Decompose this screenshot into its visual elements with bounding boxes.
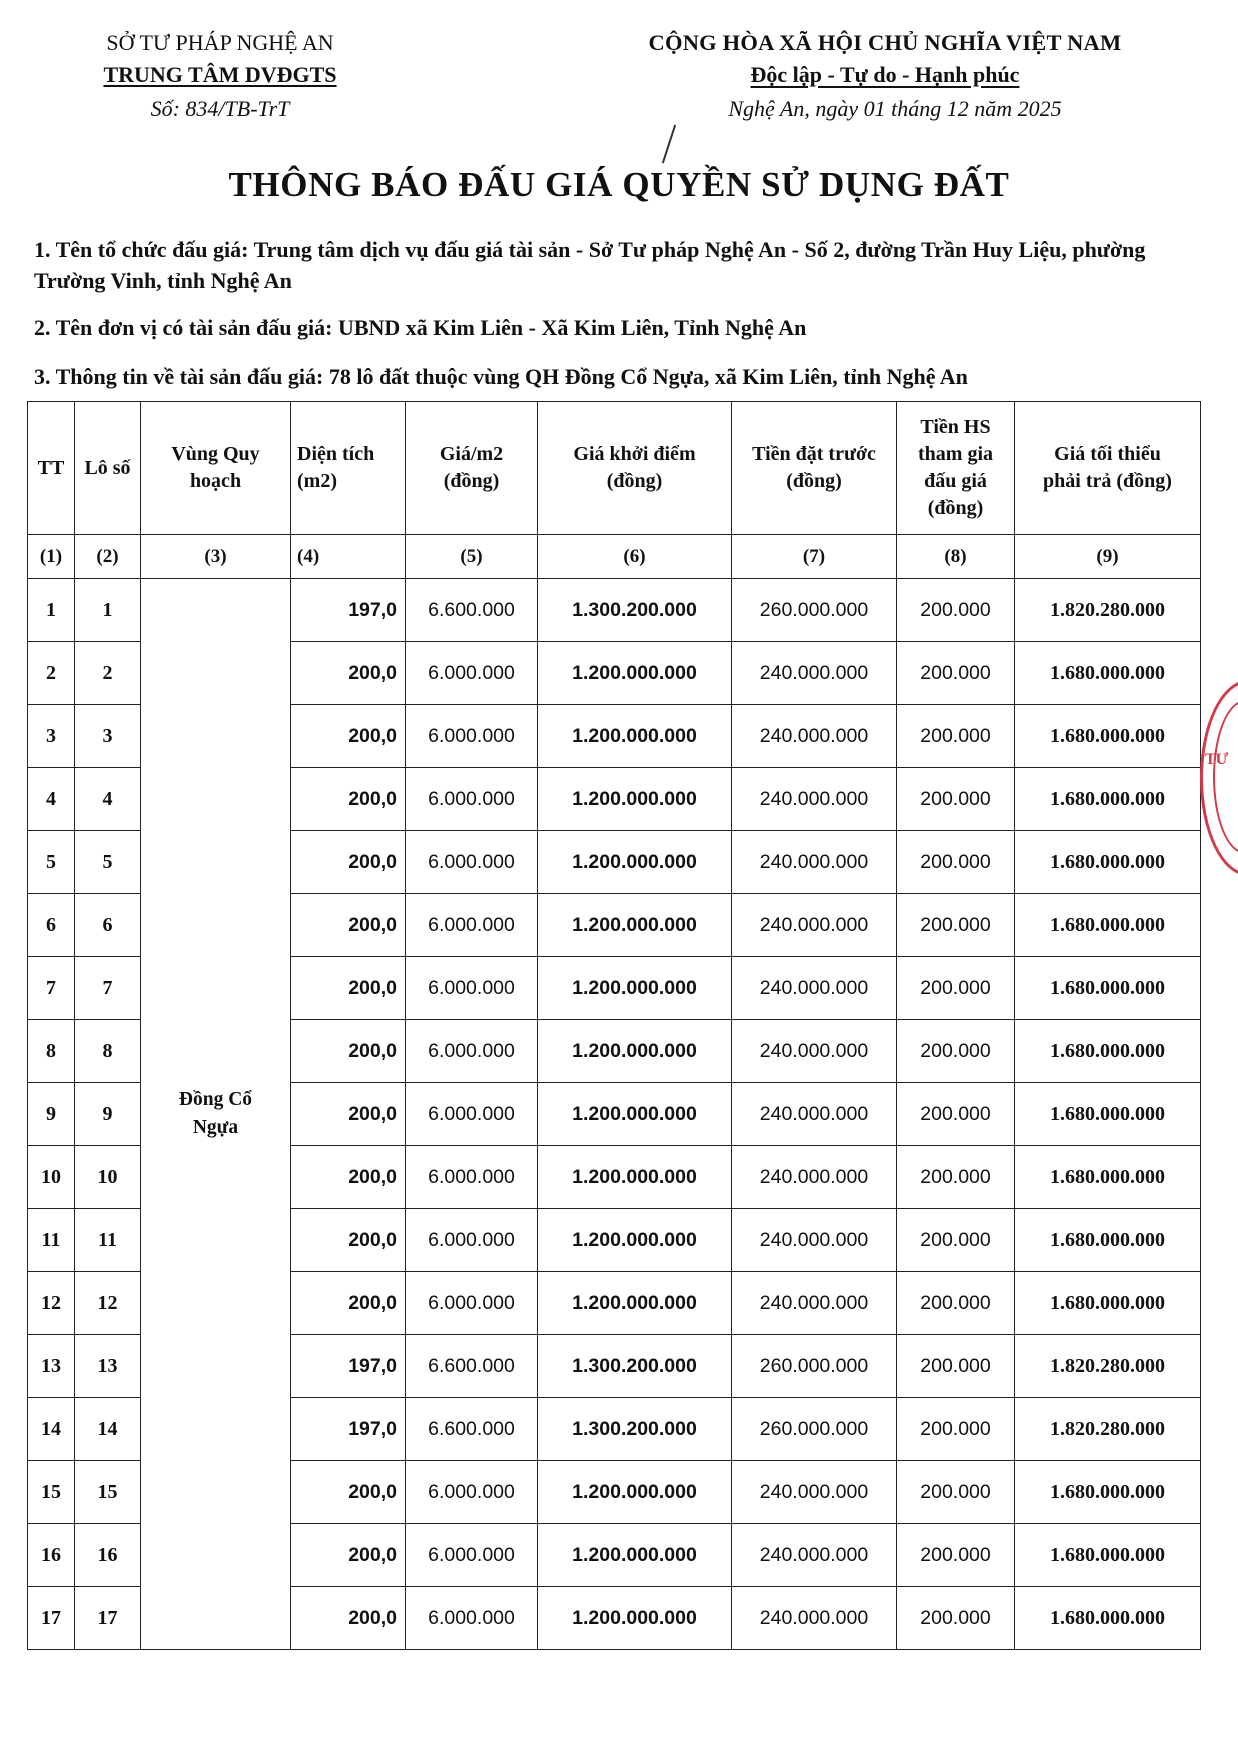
cell-area: 200,0	[291, 1461, 406, 1524]
col-number: (1)	[28, 535, 75, 579]
cell-price-m2: 6.000.000	[406, 1272, 538, 1335]
cell-price-m2: 6.000.000	[406, 768, 538, 831]
table-number-row	[28, 535, 1201, 579]
cell-deposit: 240.000.000	[732, 1020, 897, 1083]
national-title: CỘNG HÒA XÃ HỘI CHỦ NGHĨA VIỆT NAM	[648, 30, 1122, 55]
col-number: (6)	[538, 535, 732, 579]
cell-fee: 200.000	[897, 1083, 1015, 1146]
cell-price-m2: 6.000.000	[406, 1461, 538, 1524]
cell-fee: 200.000	[897, 894, 1015, 957]
cell-area: 197,0	[291, 1335, 406, 1398]
cell-price-m2: 6.000.000	[406, 894, 538, 957]
cell-fee: 200.000	[897, 1209, 1015, 1272]
cell-deposit: 240.000.000	[732, 768, 897, 831]
cell-lot: 11	[75, 1209, 141, 1272]
col-number: (3)	[141, 535, 291, 579]
cell-min-price: 1.680.000.000	[1015, 768, 1201, 831]
cell-price-m2: 6.000.000	[406, 831, 538, 894]
cell-fee: 200.000	[897, 1524, 1015, 1587]
cell-lot: 4	[75, 768, 141, 831]
table-header-row	[28, 402, 1201, 535]
cell-fee: 200.000	[897, 957, 1015, 1020]
header-right	[605, 28, 1165, 124]
col-number: (8)	[897, 535, 1015, 579]
cell-deposit: 260.000.000	[732, 579, 897, 642]
cell-price-m2: 6.000.000	[406, 1146, 538, 1209]
auction-table	[27, 401, 1201, 1650]
cell-lot: 12	[75, 1272, 141, 1335]
col-number: (7)	[732, 535, 897, 579]
cell-fee: 200.000	[897, 1020, 1015, 1083]
cell-fee: 200.000	[897, 1398, 1015, 1461]
section-auction-organization: 1. Tên tổ chức đấu giá: Trung tâm dịch vụ đấu giá tài sản - Sở Tư pháp Nghệ An - Số 2, đường Trần Huy Liệu, phường Trường Vinh, tỉnh Nghệ An	[34, 237, 1146, 293]
cell-starting-price: 1.200.000.000	[538, 957, 732, 1020]
cell-min-price: 1.680.000.000	[1015, 642, 1201, 705]
cell-price-m2: 6.000.000	[406, 1209, 538, 1272]
cell-price-m2: 6.000.000	[406, 1587, 538, 1650]
national-motto: Độc lập - Tự do - Hạnh phúc	[750, 62, 1020, 87]
cell-deposit: 240.000.000	[732, 1524, 897, 1587]
cell-min-price: 1.820.280.000	[1015, 1398, 1201, 1461]
cell-tt: 11	[28, 1209, 75, 1272]
cell-lot: 2	[75, 642, 141, 705]
cell-lot: 3	[75, 705, 141, 768]
cell-starting-price: 1.200.000.000	[538, 1020, 732, 1083]
cell-deposit: 240.000.000	[732, 1146, 897, 1209]
table-row	[28, 579, 1201, 642]
cell-min-price: 1.680.000.000	[1015, 1020, 1201, 1083]
org-name: SỞ TƯ PHÁP NGHỆ AN	[106, 30, 334, 55]
cell-starting-price: 1.200.000.000	[538, 1461, 732, 1524]
cell-area: 200,0	[291, 894, 406, 957]
cell-area: 200,0	[291, 705, 406, 768]
cell-lot: 17	[75, 1587, 141, 1650]
cell-deposit: 240.000.000	[732, 1587, 897, 1650]
cell-min-price: 1.680.000.000	[1015, 705, 1201, 768]
cell-tt: 5	[28, 831, 75, 894]
cell-area: 200,0	[291, 1083, 406, 1146]
cell-fee: 200.000	[897, 1272, 1015, 1335]
cell-lot: 9	[75, 1083, 141, 1146]
pen-mark	[662, 125, 676, 164]
col-number: (5)	[406, 535, 538, 579]
cell-min-price: 1.820.280.000	[1015, 1335, 1201, 1398]
cell-starting-price: 1.200.000.000	[538, 1587, 732, 1650]
cell-tt: 14	[28, 1398, 75, 1461]
cell-price-m2: 6.000.000	[406, 642, 538, 705]
cell-lot: 13	[75, 1335, 141, 1398]
cell-tt: 16	[28, 1524, 75, 1587]
col-header-min-price: Giá tối thiểu phải trả (đồng)	[1015, 402, 1201, 535]
cell-tt: 17	[28, 1587, 75, 1650]
col-header-fee: Tiền HS tham gia đấu giá (đồng)	[897, 402, 1015, 535]
cell-deposit: 240.000.000	[732, 957, 897, 1020]
cell-area: 197,0	[291, 1398, 406, 1461]
cell-fee: 200.000	[897, 768, 1015, 831]
cell-area: 200,0	[291, 1146, 406, 1209]
header-left	[60, 28, 380, 124]
cell-tt: 9	[28, 1083, 75, 1146]
cell-starting-price: 1.200.000.000	[538, 642, 732, 705]
cell-lot: 7	[75, 957, 141, 1020]
unit-name-text: TRUNG TÂM DVĐGTS	[103, 62, 337, 87]
cell-starting-price: 1.200.000.000	[538, 1209, 732, 1272]
col-header-tt: TT	[28, 402, 75, 535]
cell-area: 200,0	[291, 768, 406, 831]
cell-deposit: 240.000.000	[732, 831, 897, 894]
cell-area: 200,0	[291, 1209, 406, 1272]
cell-starting-price: 1.200.000.000	[538, 1146, 732, 1209]
cell-price-m2: 6.000.000	[406, 1083, 538, 1146]
cell-starting-price: 1.200.000.000	[538, 1083, 732, 1146]
cell-starting-price: 1.300.200.000	[538, 579, 732, 642]
cell-price-m2: 6.600.000	[406, 1335, 538, 1398]
document-number: Số: 834/TB-TrT	[150, 96, 290, 121]
cell-price-m2: 6.000.000	[406, 705, 538, 768]
unit-name	[60, 60, 380, 90]
cell-lot: 1	[75, 579, 141, 642]
cell-price-m2: 6.000.000	[406, 1524, 538, 1587]
cell-starting-price: 1.200.000.000	[538, 1272, 732, 1335]
cell-tt: 2	[28, 642, 75, 705]
cell-min-price: 1.680.000.000	[1015, 1524, 1201, 1587]
document-date: Nghệ An, ngày 01 tháng 12 năm 2025	[728, 96, 1062, 121]
cell-fee: 200.000	[897, 831, 1015, 894]
cell-price-m2: 6.000.000	[406, 1020, 538, 1083]
cell-tt: 13	[28, 1335, 75, 1398]
col-header-zone: Vùng Quy hoạch	[141, 402, 291, 535]
cell-min-price: 1.680.000.000	[1015, 831, 1201, 894]
cell-lot: 14	[75, 1398, 141, 1461]
cell-tt: 1	[28, 579, 75, 642]
cell-fee: 200.000	[897, 1587, 1015, 1650]
cell-fee: 200.000	[897, 642, 1015, 705]
cell-tt: 7	[28, 957, 75, 1020]
col-header-lot: Lô số	[75, 402, 141, 535]
cell-price-m2: 6.600.000	[406, 579, 538, 642]
cell-tt: 3	[28, 705, 75, 768]
cell-tt: 12	[28, 1272, 75, 1335]
cell-tt: 6	[28, 894, 75, 957]
cell-price-m2: 6.000.000	[406, 957, 538, 1020]
cell-deposit: 240.000.000	[732, 642, 897, 705]
cell-lot: 10	[75, 1146, 141, 1209]
cell-deposit: 260.000.000	[732, 1398, 897, 1461]
red-seal-text: TƯ	[1205, 751, 1229, 768]
cell-starting-price: 1.200.000.000	[538, 768, 732, 831]
col-header-price-m2: Giá/m2 (đồng)	[406, 402, 538, 535]
cell-deposit: 240.000.000	[732, 1083, 897, 1146]
cell-min-price: 1.680.000.000	[1015, 1209, 1201, 1272]
cell-min-price: 1.680.000.000	[1015, 1272, 1201, 1335]
cell-starting-price: 1.300.200.000	[538, 1335, 732, 1398]
cell-deposit: 240.000.000	[732, 894, 897, 957]
col-number: (2)	[75, 535, 141, 579]
cell-min-price: 1.680.000.000	[1015, 957, 1201, 1020]
cell-area: 197,0	[291, 579, 406, 642]
cell-deposit: 240.000.000	[732, 1272, 897, 1335]
cell-min-price: 1.680.000.000	[1015, 1146, 1201, 1209]
cell-price-m2: 6.600.000	[406, 1398, 538, 1461]
cell-lot: 5	[75, 831, 141, 894]
cell-fee: 200.000	[897, 705, 1015, 768]
col-header-starting-price: Giá khởi điểm (đồng)	[538, 402, 732, 535]
cell-starting-price: 1.200.000.000	[538, 1524, 732, 1587]
cell-min-price: 1.680.000.000	[1015, 1461, 1201, 1524]
cell-area: 200,0	[291, 831, 406, 894]
col-number: (9)	[1015, 535, 1201, 579]
cell-lot: 16	[75, 1524, 141, 1587]
document-title: THÔNG BÁO ĐẤU GIÁ QUYỀN SỬ DỤNG ĐẤT	[228, 165, 1010, 204]
cell-tt: 8	[28, 1020, 75, 1083]
cell-lot: 6	[75, 894, 141, 957]
cell-fee: 200.000	[897, 1335, 1015, 1398]
cell-fee: 200.000	[897, 1461, 1015, 1524]
cell-deposit: 240.000.000	[732, 1209, 897, 1272]
cell-min-price: 1.820.280.000	[1015, 579, 1201, 642]
cell-tt: 15	[28, 1461, 75, 1524]
section-asset-info: 3. Thông tin về tài sản đấu giá: 78 lô đất thuộc vùng QH Đồng Cổ Ngựa, xã Kim Liên, tỉnh Nghệ An	[34, 364, 968, 389]
cell-min-price: 1.680.000.000	[1015, 1587, 1201, 1650]
cell-deposit: 240.000.000	[732, 705, 897, 768]
section-asset-owner: 2. Tên đơn vị có tài sản đấu giá: UBND xã Kim Liên - Xã Kim Liên, Tỉnh Nghệ An	[34, 315, 807, 340]
cell-min-price: 1.680.000.000	[1015, 894, 1201, 957]
cell-area: 200,0	[291, 1587, 406, 1650]
cell-area: 200,0	[291, 1524, 406, 1587]
cell-tt: 10	[28, 1146, 75, 1209]
cell-lot: 8	[75, 1020, 141, 1083]
col-header-deposit: Tiền đặt trước (đồng)	[732, 402, 897, 535]
cell-area: 200,0	[291, 1272, 406, 1335]
cell-area: 200,0	[291, 957, 406, 1020]
col-number: (4)	[291, 535, 406, 579]
cell-starting-price: 1.200.000.000	[538, 831, 732, 894]
cell-fee: 200.000	[897, 1146, 1015, 1209]
cell-area: 200,0	[291, 1020, 406, 1083]
cell-lot: 15	[75, 1461, 141, 1524]
cell-tt: 4	[28, 768, 75, 831]
cell-starting-price: 1.300.200.000	[538, 1398, 732, 1461]
cell-fee: 200.000	[897, 579, 1015, 642]
cell-deposit: 240.000.000	[732, 1461, 897, 1524]
cell-starting-price: 1.200.000.000	[538, 705, 732, 768]
table-body	[28, 579, 1201, 1650]
col-header-area: Diện tích (m2)	[291, 402, 406, 535]
cell-starting-price: 1.200.000.000	[538, 894, 732, 957]
cell-zone: Đồng Cổ Ngựa	[141, 579, 291, 1650]
cell-area: 200,0	[291, 642, 406, 705]
cell-min-price: 1.680.000.000	[1015, 1083, 1201, 1146]
cell-deposit: 260.000.000	[732, 1335, 897, 1398]
